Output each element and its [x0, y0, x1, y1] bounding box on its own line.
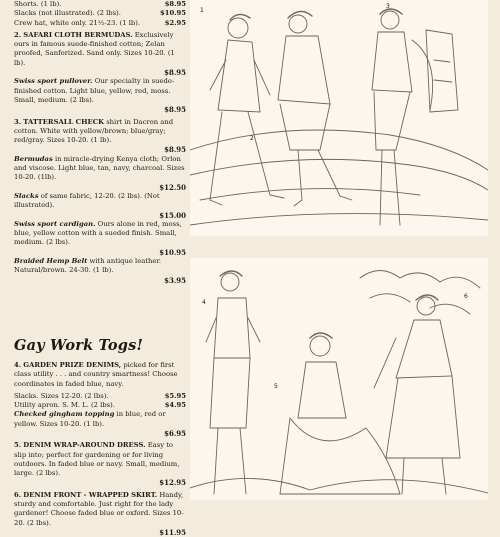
slacks-price: $10.95: [159, 9, 186, 18]
item-3-entry: [14, 118, 186, 146]
bermudas-desc: in miracle-drying Kenya cloth; Orlon and viscose. Light blue, tan, navy, charcoal. Sizes 10-20. (1lb).: [14, 154, 185, 182]
bermudas-entry: [14, 155, 186, 183]
slacks-text: Slacks (not illustrated). (2 lbs).: [14, 9, 121, 18]
cardigan-price: $10.95: [159, 247, 186, 257]
figure-label-1: 1: [200, 7, 204, 14]
slacks-line: [14, 9, 186, 18]
item-5-desc: Easy to slip into; perfect for gardening or for living outdoors. In faded blue or navy. Small, medium, large. (2 lbs).: [14, 441, 180, 478]
item-6-price: $11.95: [159, 527, 186, 537]
pullover-name: Swiss sport pullover.: [14, 77, 93, 86]
denim-slacks-name: Slacks.: [14, 391, 39, 400]
work-togs-sketch: [190, 258, 488, 500]
illustration-work-togs: [190, 258, 488, 500]
item-2-desc: Exclusively ours in famous suede-finished cotton; Zelan proofed, Sanforized. Sand only. Sizes 10-20. (1 lb).: [14, 30, 175, 67]
figure-label-6: 6: [464, 293, 468, 300]
figure-label-3: 3: [386, 3, 390, 10]
pullover-entry: [14, 77, 186, 105]
crew-hat-line: [14, 19, 186, 28]
item-6-desc: Handy, sturdy and comfortable. Just right for the lady gardener! Choose faded blue or oxford. Sizes 10-20. (2 lbs).: [14, 490, 184, 527]
sportswear-sketch: [190, 0, 488, 236]
item-6-entry: [14, 491, 186, 528]
item-2-price: $8.95: [164, 68, 186, 78]
topping-desc: in blue, red or yellow. Sizes 10-20. (1 lb).: [14, 410, 166, 428]
shorts-text: Shorts. (1 lb).: [14, 0, 62, 8]
item-5-price: $12.95: [159, 478, 186, 488]
cardigan-name: Swiss sport cardigan.: [14, 219, 96, 228]
text-column: [14, 0, 186, 537]
item-2-heading: SAFARI CLOTH BERMUDAS.: [23, 30, 133, 39]
shorts-line: [14, 0, 186, 9]
apron-line: [14, 401, 186, 410]
topping-name: Checked gingham topping: [14, 410, 115, 419]
belt-price: $3.95: [164, 275, 186, 285]
item-3-price: $8.95: [164, 145, 186, 155]
belt-entry: [14, 257, 186, 276]
denim-slacks-desc: Sizes 12-20. (2 lbs).: [40, 391, 109, 400]
section-title: Gay Work Togs!: [14, 336, 144, 354]
belt-name: Braided Hemp Belt: [14, 257, 88, 266]
item-2-entry: [14, 31, 186, 68]
topping-entry: [14, 410, 186, 429]
item-6-heading: DENIM FRONT - WRAPPED SKIRT.: [23, 490, 158, 499]
topping-price: $6.95: [164, 428, 186, 438]
belt-desc: with antique leather. Natural/brown. 24-30. (1 lb).: [14, 257, 162, 275]
item-4-entry: [14, 361, 186, 389]
item-5-number: 5.: [14, 441, 22, 450]
pullover-price: $8.95: [164, 105, 186, 115]
pullover-desc: Our specialty in suede-finished cotton. Light blue, yellow, red, moss. Small, medium. (2 lbs).: [14, 77, 175, 104]
item-3-heading: TATTERSALL CHECK: [23, 117, 105, 126]
figure-label-4: 4: [202, 299, 206, 306]
item-2-number: 2.: [14, 30, 22, 39]
apron-name: Utility apron.: [14, 401, 60, 410]
item-5-entry: [14, 441, 186, 478]
illustration-sportswear: [190, 0, 488, 236]
crew-hat-text: Crew hat, white only. 21½-23. (1 lb).: [14, 18, 141, 27]
item-3-number: 3.: [14, 117, 22, 126]
slacks-price-2: $15.00: [159, 210, 186, 220]
denim-slacks-price: $5.95: [164, 391, 186, 400]
item-5-heading: DENIM WRAP-AROUND DRESS.: [23, 441, 146, 450]
denim-slacks-line: [14, 392, 186, 401]
item-4-desc: picked for first class utility . . . and country smartness! Choose coordinates in faded blue, navy.: [14, 360, 178, 388]
shorts-price: $8.95: [164, 0, 186, 8]
item-4-number: 4.: [14, 360, 22, 369]
apron-desc: S. M. L. (2 lbs).: [62, 401, 115, 410]
bermudas-name: Bermudas: [14, 154, 53, 163]
item-6-number: 6.: [14, 490, 22, 499]
bermudas-price: $12.50: [159, 182, 186, 192]
slacks-desc: of same fabric, 12-20. (2 lbs). (Not illustrated).: [14, 191, 160, 210]
cardigan-desc: Ours alone in red, moss, blue, yellow cotton with a sueded finish. Small, medium. (2 lbs).: [14, 219, 182, 247]
crew-hat-price: $2.95: [164, 18, 186, 27]
apron-price: $4.95: [164, 401, 186, 410]
cardigan-entry: [14, 220, 186, 248]
item-4-heading: GARDEN PRIZE DENIMS,: [23, 360, 122, 369]
slacks-entry: [14, 192, 186, 211]
figure-label-2: 2: [250, 135, 254, 142]
item-3-desc: shirt in Dacron and cotton. White with yellow/brown; blue/gray; red/gray. Sizes 10-20. (1 lb).: [14, 117, 174, 145]
slacks-name: Slacks: [14, 191, 39, 200]
figure-label-5: 5: [274, 383, 278, 390]
